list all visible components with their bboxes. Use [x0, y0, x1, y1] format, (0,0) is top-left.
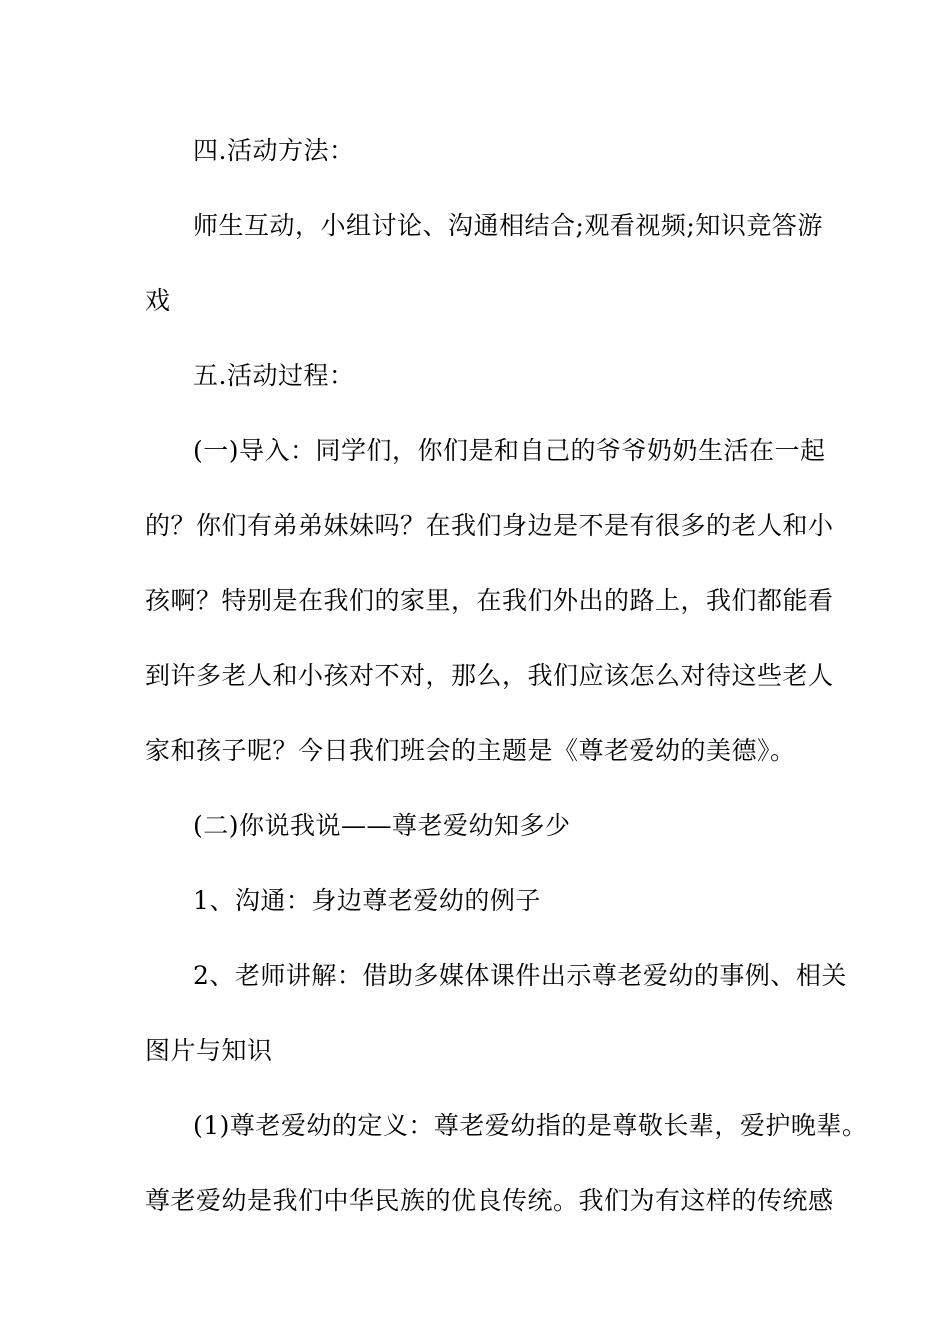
section-heading-method: 四.活动方法：	[193, 136, 355, 165]
paragraph-line: 的？你们有弟弟妹妹吗？在我们身边是不是有很多的老人和小	[145, 511, 834, 540]
paragraph-line: (1)尊老爱幼的定义：尊老爱幼指的是尊敬长辈，爱护晚辈。	[193, 1111, 868, 1140]
paragraph-line: 尊老爱幼是我们中华民族的优良传统。我们为有这样的传统感	[145, 1186, 834, 1215]
paragraph-line: 到许多老人和小孩对不对，那么，我们应该怎么对待这些老人	[145, 661, 834, 690]
section-heading-process: 五.活动过程：	[193, 361, 355, 390]
paragraph-line: 戏	[145, 286, 171, 315]
list-item: 1、沟通：身边尊老爱幼的例子	[193, 886, 541, 915]
subsection-heading: (二)你说我说——尊老爱幼知多少	[193, 811, 571, 840]
paragraph-line: 师生互动，小组讨论、沟通相结合;观看视频;知识竞答游	[193, 211, 823, 240]
list-item: 2、老师讲解：借助多媒体课件出示尊老爱幼的事例、相关	[193, 961, 847, 990]
paragraph-line: 孩啊？特别是在我们的家里，在我们外出的路上，我们都能看	[145, 586, 834, 615]
paragraph-line: (一)导入：同学们，你们是和自己的爷爷奶奶生活在一起	[193, 436, 826, 465]
paragraph-line: 家和孩子呢？今日我们班会的主题是《尊老爱幼的美德》。	[145, 736, 796, 765]
paragraph-line: 图片与知识	[145, 1036, 273, 1065]
